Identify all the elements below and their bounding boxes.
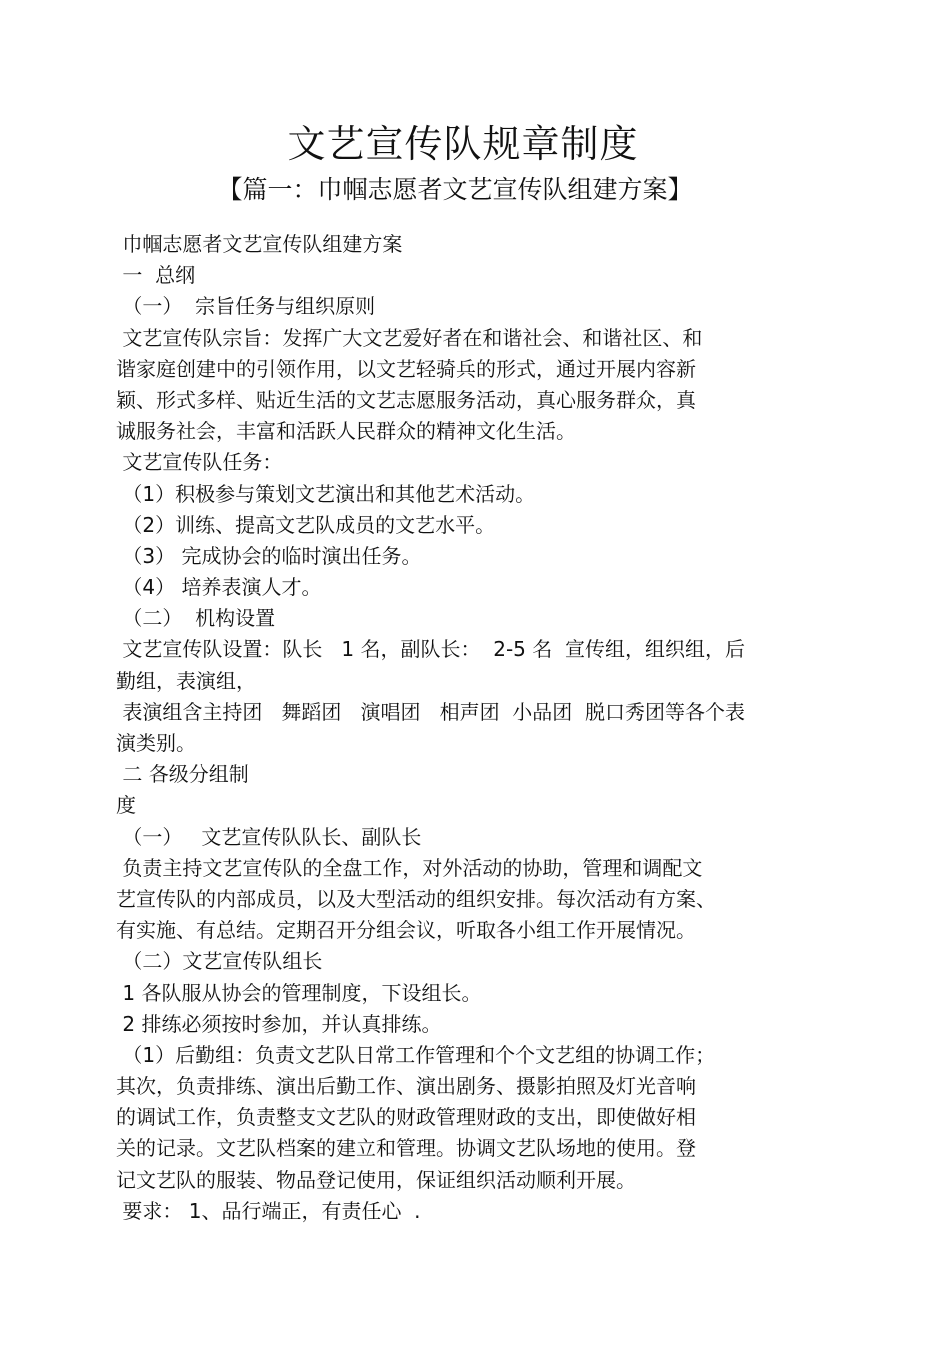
text-line: （一） 宗旨任务与组织原则 <box>116 294 376 319</box>
text-line: 2 排练必须按时参加，并认真排练。 <box>116 1011 442 1036</box>
text-line: （二） 机构设置 <box>116 606 276 631</box>
text-line: （4） 培养表演人才。 <box>116 575 322 600</box>
text-line: 要求： 1、品行端正，有责任心 . <box>116 1198 421 1223</box>
text-line: 文艺宣传队设置：队长 1 名，副队长： 2-5 名 宣传组，组织组，后 <box>116 637 745 662</box>
document-body <box>116 229 816 1227</box>
text-line: 记文艺队的服装、物品登记使用，保证组织活动顺利开展。 <box>116 1167 636 1192</box>
text-line: （2）训练、提高文艺队成员的文艺水平。 <box>116 512 496 537</box>
text-line: 巾帼志愿者文艺宣传队组建方案 <box>116 232 403 256</box>
text-line: 二 各级分组制 <box>116 762 249 787</box>
text-line: 演类别。 <box>116 731 196 755</box>
text-line: （1）后勤组：负责文艺队日常工作管理和个个文艺组的协调工作； <box>116 1042 716 1067</box>
text-line: 度 <box>116 793 136 818</box>
text-line: （二）文艺宣传队组长 <box>116 949 323 974</box>
text-line: 勤组，表演组， <box>116 668 256 693</box>
text-line: 文艺宣传队宗旨：发挥广大文艺爱好者在和谐社会、和谐社区、和 <box>116 325 703 350</box>
text-line: 有实施、有总结。定期召开分组会议，听取各小组工作开展情况。 <box>116 918 696 943</box>
text-line: 其次，负责排练、演出后勤工作、演出剧务、摄影拍照及灯光音响 <box>116 1074 696 1099</box>
document-subtitle: 【篇一：巾帼志愿者文艺宣传队组建方案】 <box>217 175 693 204</box>
text-line: （1）积极参与策划文艺演出和其他艺术活动。 <box>116 481 536 506</box>
text-line: 艺宣传队的内部成员，以及大型活动的组织安排。每次活动有方案、 <box>116 886 716 911</box>
text-line: 表演组含主持团 舞蹈团 演唱团 相声团 小品团 脱口秀团等各个表 <box>116 699 746 724</box>
text-line: 的调试工作，负责整支文艺队的财政管理财政的支出，即使做好相 <box>116 1105 696 1130</box>
text-line: 诚服务社会，丰富和活跃人民群众的精神文化生活。 <box>116 419 576 444</box>
document-title: 文艺宣传队规章制度 <box>287 122 639 166</box>
text-line: 1 各队服从协会的管理制度，下设组长。 <box>116 980 482 1005</box>
text-line: （一） 文艺宣传队队长、副队长 <box>116 824 422 849</box>
text-line: 关的记录。文艺队档案的建立和管理。协调文艺队场地的使用。登 <box>116 1136 696 1161</box>
text-line: （3） 完成协会的临时演出任务。 <box>116 543 422 568</box>
text-line: 谐家庭创建中的引领作用，以文艺轻骑兵的形式，通过开展内容新 <box>116 356 696 381</box>
text-line: 文艺宣传队任务： <box>116 450 283 475</box>
text-line: 一 总纲 <box>116 263 196 288</box>
text-line: 颖、形式多样、贴近生活的文艺志愿服务活动，真心服务群众，真 <box>116 387 696 412</box>
text-line: 负责主持文艺宣传队的全盘工作，对外活动的协助，管理和调配文 <box>116 855 703 880</box>
